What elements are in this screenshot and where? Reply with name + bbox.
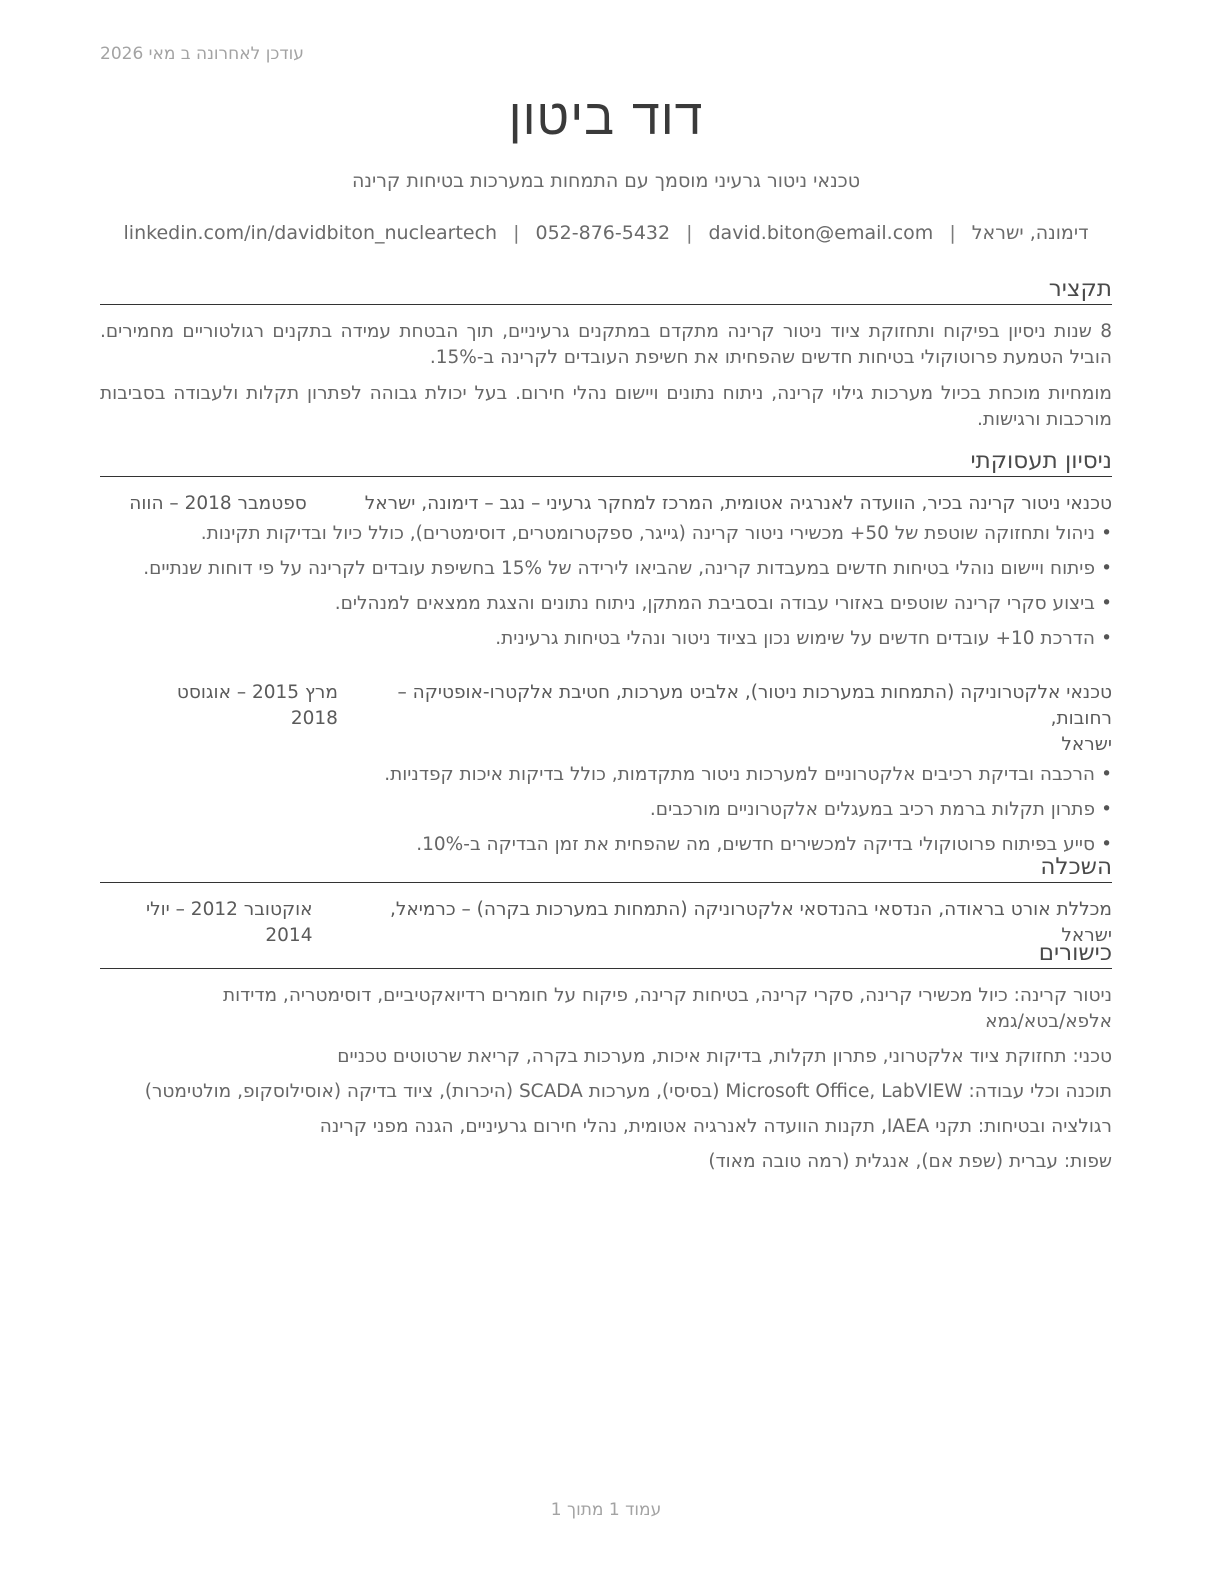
contact-line — [100, 222, 1112, 244]
job-header — [100, 491, 1112, 517]
education-institution: מכללת אורט בראודה, הנדסאי בהנדסאי אלקטרוניקה (התמחות במערכות בקרה) – כרמיאל, ישראל — [389, 899, 1112, 946]
contact-phone[interactable]: 052-876-5432 — [535, 222, 671, 244]
summary-paragraph: 8 שנות ניסיון בפיקוח ותחזוקת ציוד ניטור קרינה מתקדם במתקנים גרעיניים, תוך הבטחת עמידה בתקנים רגולטוריים מחמירים. הוביל הטמעת פרוטוקולי בטיחות חדשים שהפחיתו את חשיפת העובדים לקרינה ב-15%. — [100, 321, 1112, 368]
contact-separator: | — [686, 222, 693, 244]
page-number: עמוד 1 מתוך 1 — [550, 1500, 662, 1520]
list-item: • סייע בפיתוח פרוטוקולי בדיקה למכשירים חדשים, מה שהפחית את זמן הבדיקה ב-10%. — [100, 832, 1112, 858]
list-item: • הדרכת 10+ עובדים חדשים על שימוש נכון בציוד ניטור ונהלי בטיחות גרעינית. — [100, 626, 1112, 652]
experience-section — [100, 446, 1112, 858]
job-location-wrap: ישראל — [1061, 734, 1112, 755]
list-item: • ביצוע סקרי קרינה שוטפים באזורי עבודה ובסביבת המתקן, ניתוח נתונים והצגת ממצאים למנהלים. — [100, 591, 1112, 617]
contact-location: דימונה, ישראל — [971, 222, 1089, 244]
list-item: • פתרון תקלות ברמת רכיב במעגלים אלקטרוניים מורכבים. — [100, 797, 1112, 823]
education-title: השכלה — [100, 852, 1112, 883]
contact-separator: | — [513, 222, 520, 244]
job-entry — [100, 680, 1112, 858]
summary-paragraph: מומחיות מוכחת בכיול מערכות גילוי קרינה, ניתוח נתונים ויישום נהלי חירום. בעל יכולת גבוהה לפתרון תקלות ולעבודה בסביבות מורכבות ורגישות. — [100, 383, 1112, 430]
skills-section — [100, 938, 1112, 1175]
job-bullets — [100, 521, 1112, 652]
last-updated-note: עודכן לאחרונה ב מאי 2026 — [100, 44, 304, 64]
experience-title: ניסיון תעסוקתי — [100, 446, 1112, 477]
contact-email[interactable]: david.biton@email.com — [708, 222, 934, 244]
job-header — [100, 680, 1112, 732]
candidate-headline: טכנאי ניטור גרעיני מוסמך עם התמחות במערכות בטיחות קרינה — [351, 170, 861, 192]
contact-separator: | — [949, 222, 956, 244]
skills-title: כישורים — [100, 938, 1112, 969]
skill-line: שפות: עברית (שפת אם), אנגלית (רמה טובה מאוד) — [708, 1151, 1112, 1172]
list-item: • הרכבה ובדיקת רכיבים אלקטרוניים למערכות ניטור מתקדמות, כולל בדיקות איכות קפדניות. — [100, 762, 1112, 788]
job-title-line: טכנאי ניטור קרינה בכיר, הוועדה לאנרגיה אטומית, המרכז למחקר גרעיני – נגב – דימונה, ישראל — [364, 493, 1112, 514]
education-section — [100, 852, 1112, 949]
skill-line: טכני: תחזוקת ציוד אלקטרוני, פתרון תקלות, בדיקות איכות, מערכות בקרה, קריאת שרטוטים טכניים — [337, 1046, 1112, 1067]
job-header-wrap — [100, 732, 1112, 758]
resume-page — [100, 0, 1112, 1584]
education-dates: אוקטובר 2012 – יולי 2014 — [145, 899, 313, 946]
job-dates: ספטמבר 2018 – הווה — [129, 493, 307, 514]
list-item: • פיתוח ויישום נוהלי בטיחות חדשים במעבדות קרינה, שהביאו לירידה של 15% בחשיפת עובדים לקרינה על פי דוחות שנתיים. — [100, 556, 1112, 582]
job-dates: מרץ 2015 – אוגוסט 2018 — [176, 682, 338, 729]
summary-title: תקציר — [100, 274, 1112, 305]
job-bullets — [100, 762, 1112, 858]
skill-line: ניטור קרינה: כיול מכשירי קרינה, סקרי קרינה, בטיחות קרינה, פיקוח על חומרים רדיואקטיביים, דוסימטריה, מדידות אלפא/בטא/גמא — [222, 985, 1112, 1032]
job-entry — [100, 491, 1112, 652]
candidate-name: דוד ביטון — [508, 88, 704, 146]
skill-line: תוכנה וכלי עבודה: Microsoft Office, LabVIEW (בסיסי), מערכות SCADA (היכרות), ציוד בדיקה (אוסילוסקופ, מולטימטר) — [144, 1081, 1112, 1102]
list-item: • ניהול ותחזוקה שוטפת של 50+ מכשירי ניטור קרינה (גייגר, ספקטרומטרים, דוסימטרים), כולל כיול ובדיקות תקינות. — [100, 521, 1112, 547]
job-title-line: טכנאי אלקטרוניקה (התמחות במערכות ניטור), אלביט מערכות, חטיבת אלקטרו-אופטיקה – רחובות, — [397, 682, 1112, 729]
summary-section — [100, 274, 1112, 433]
skill-line: רגולציה ובטיחות: תקני IAEA, תקנות הוועדה לאנרגיה אטומית, נהלי חירום גרעיניים, הגנה מפני קרינה — [319, 1116, 1112, 1137]
contact-linkedin[interactable]: linkedin.com/in/davidbiton_nucleartech — [123, 222, 498, 244]
